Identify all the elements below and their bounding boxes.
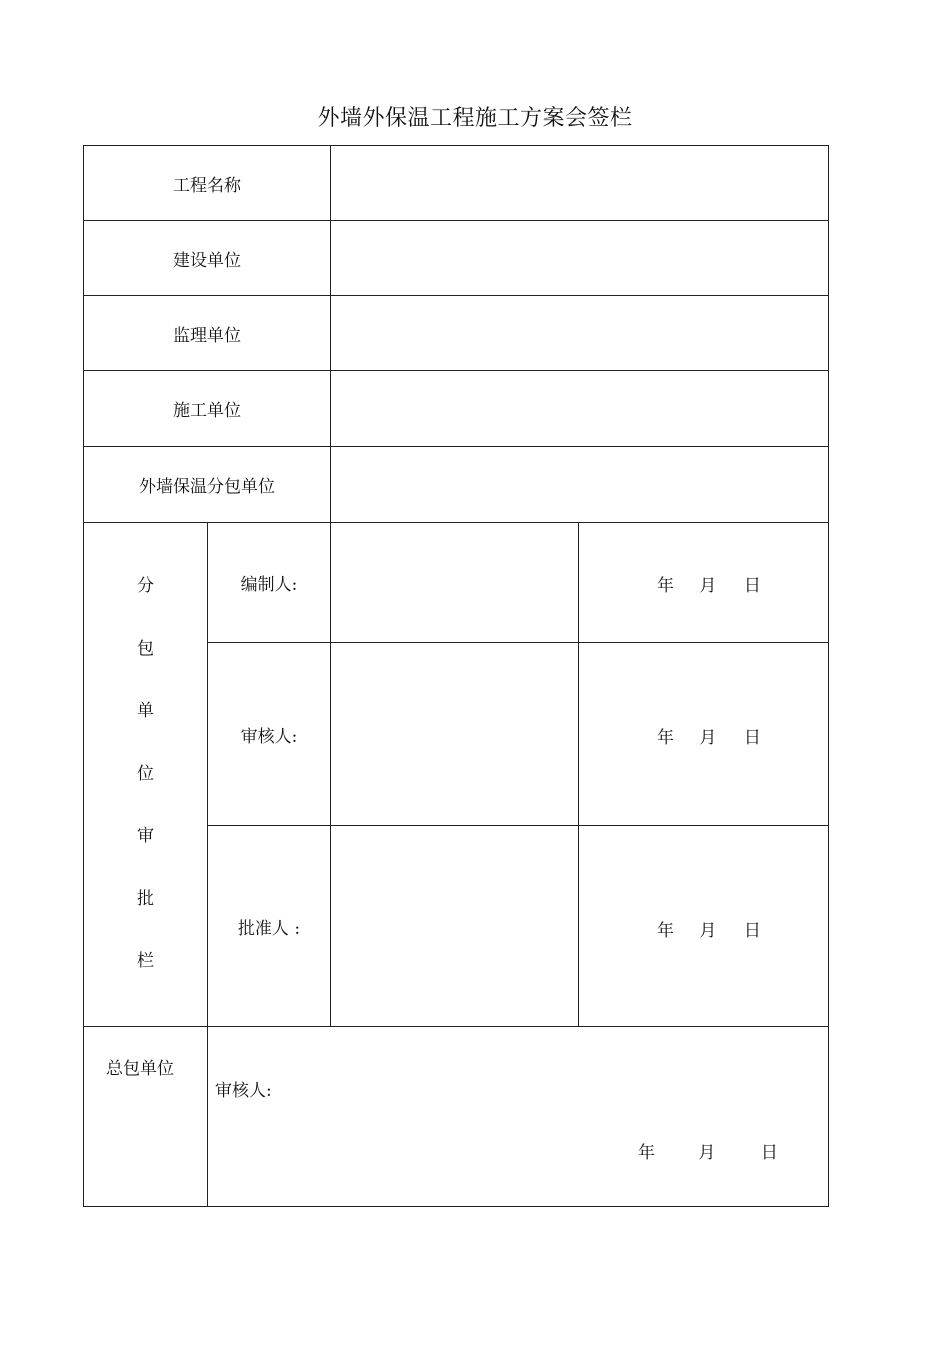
approver-signature-field[interactable]	[330, 825, 579, 1027]
supervision-unit-field[interactable]	[330, 295, 829, 371]
side-label-char: 栏	[137, 951, 154, 971]
insulation-subcontractor-label-cell	[83, 446, 331, 523]
contractor-unit-label-cell	[83, 370, 331, 447]
approver-label-cell	[207, 825, 331, 1027]
project-name-field[interactable]	[330, 145, 829, 221]
day-label: 日	[760, 1143, 778, 1163]
year-label: 年	[638, 1143, 655, 1163]
side-label-char: 审	[137, 826, 154, 846]
general-contractor-review-field[interactable]	[207, 1026, 829, 1207]
general-contractor-date	[638, 1138, 778, 1163]
reviewer-label-cell	[207, 642, 331, 826]
insulation-subcontractor-field[interactable]	[330, 446, 829, 523]
subcontractor-approval-side-label	[83, 522, 208, 1027]
preparer-signature-field[interactable]	[330, 522, 579, 643]
general-contractor-label: 总包单位	[106, 1059, 174, 1079]
year-label: 年	[657, 728, 674, 748]
reviewer-signature-field[interactable]	[330, 642, 579, 826]
approver-date	[657, 916, 761, 941]
signoff-form	[83, 145, 829, 1207]
contractor-unit-label: 施工单位	[173, 401, 241, 421]
preparer-date	[657, 571, 761, 596]
document-title: 外墙外保温工程施工方案会签栏	[317, 106, 633, 131]
reviewer-date-cell[interactable]	[578, 642, 829, 826]
side-label-char: 批	[137, 888, 154, 909]
general-contractor-reviewer-label: 审核人:	[215, 1081, 272, 1101]
preparer-label-cell	[207, 522, 331, 643]
approver-date-cell[interactable]	[578, 825, 829, 1027]
year-label: 年	[657, 921, 674, 941]
day-label: 日	[743, 921, 761, 941]
contractor-unit-field[interactable]	[330, 370, 829, 447]
day-label: 日	[743, 728, 761, 748]
year-label: 年	[657, 576, 674, 596]
month-label: 月	[698, 1143, 716, 1163]
reviewer-date	[657, 723, 761, 748]
insulation-subcontractor-label: 外墙保温分包单位	[139, 477, 275, 497]
month-label: 月	[699, 921, 717, 941]
reviewer-label: 审核人:	[240, 726, 298, 747]
construction-unit-label-cell	[83, 220, 331, 296]
construction-unit-label: 建设单位	[173, 250, 241, 271]
approver-label: 批准人 :	[237, 918, 301, 939]
preparer-date-cell[interactable]	[578, 522, 829, 643]
side-label-char: 单	[137, 701, 154, 721]
side-label-char: 位	[137, 763, 154, 784]
month-label: 月	[699, 728, 717, 748]
project-name-label-cell	[83, 145, 331, 221]
project-name-label: 工程名称	[173, 175, 241, 196]
supervision-unit-label-cell	[83, 295, 331, 371]
side-label-char: 分	[137, 576, 154, 596]
day-label: 日	[743, 576, 761, 596]
side-label-char: 包	[137, 638, 154, 659]
preparer-label: 编制人:	[240, 575, 298, 595]
supervision-unit-label: 监理单位	[173, 325, 241, 346]
month-label: 月	[699, 576, 717, 596]
construction-unit-field[interactable]	[330, 220, 829, 296]
general-contractor-label-cell	[83, 1026, 208, 1207]
